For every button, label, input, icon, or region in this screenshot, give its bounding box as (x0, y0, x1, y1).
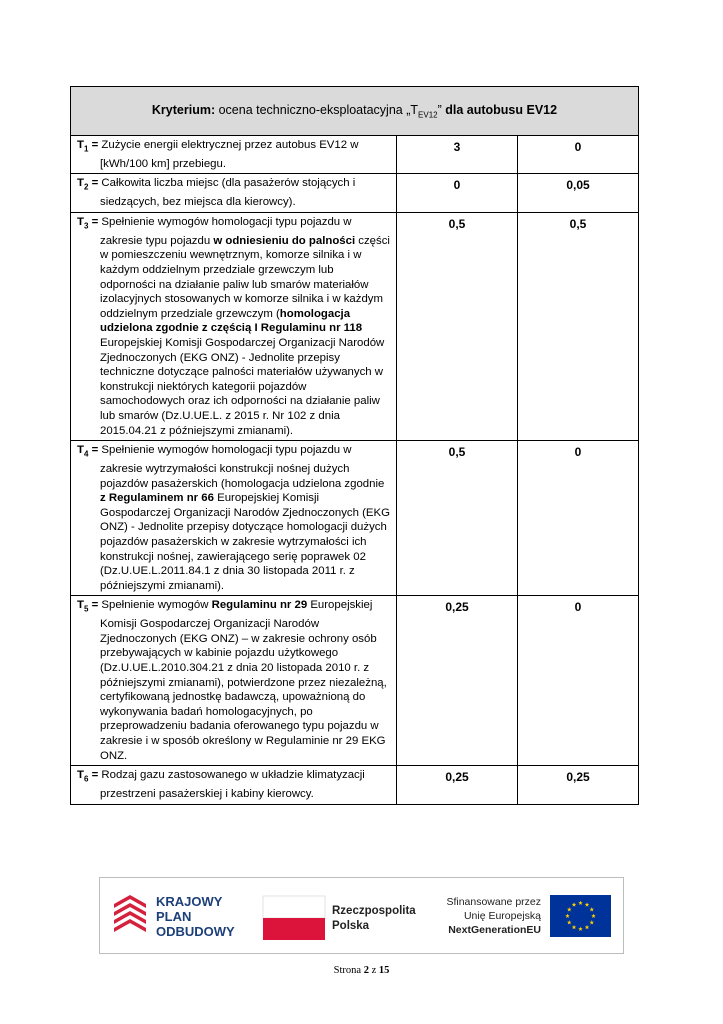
criterion-symbol: T (77, 599, 84, 612)
criterion-text (77, 768, 392, 801)
criterion-value-2: 0 (518, 136, 639, 174)
criterion-text (77, 443, 392, 593)
criterion-text (77, 598, 392, 763)
kpo-line-2: PLAN (156, 909, 192, 924)
criterion-equals: = (88, 444, 99, 457)
criterion-symbol: T (77, 215, 84, 228)
criterion-value-1: 0,25 (397, 596, 518, 766)
criterion-text (77, 215, 392, 438)
header-close-quote: ” (437, 102, 446, 117)
kpo-emblem-icon (114, 895, 146, 932)
criterion-text-segment: Europejskiej Komisji Gospodarczej Organizacji Narodów Zjednoczonych (EKG ONZ) – w zakresie ochrony osób przebywających w kabinie pojazdu użytkowego (Dz.U.UE.L.2010.304.21 z dnia 20 listopada 2010 r. z późniejszymi zmianami), potwierdzone przez niezależną, certyfikowaną jednostkę badawczą, upoważnioną do wykonywania badań homologacyjnych, po przeprowadzeniu badania oferowanego typu pojazdu w zakresie i w sposób określony w Regulaminie nr 29 EKG ONZ. (100, 599, 387, 762)
criterion-text-segment: części w pomieszczeniu wewnętrznym, komorze silnika i w każdym oddzielnym przedziale grzewczym lub odporności na działanie paliw lub smarów materiałów izolacyjnych stosowanych w komorze silnika i w każdym oddzielnym przedziale grzewczym ( (100, 234, 390, 320)
funding-logos (100, 878, 623, 953)
header-label: Kryterium (151, 102, 211, 117)
rp-line-2: Polska (332, 920, 370, 932)
criterion-value-2: 0,05 (518, 174, 639, 212)
table-header-row (71, 87, 639, 136)
criteria-row (71, 212, 639, 440)
criterion-description-cell (71, 766, 397, 804)
footer-prefix: Strona (333, 965, 364, 976)
criterion-value-2: 0,5 (518, 212, 639, 440)
criteria-row (71, 596, 639, 766)
eu-flag-icon (550, 895, 611, 937)
criterion-description-cell (71, 136, 397, 174)
criteria-row (71, 174, 639, 212)
criterion-text (77, 176, 392, 209)
footer-separator: z (368, 965, 379, 976)
criterion-value-1: 0,25 (397, 766, 518, 804)
criterion-equals: = (88, 769, 99, 782)
criterion-symbol: T (77, 444, 84, 457)
criterion-value-1: 0 (397, 174, 518, 212)
criterion-text-segment: Spełnienie wymogów homologacji typu pojazdu w zakresie wytrzymałości konstrukcji nośnej dużych pojazdów pasażerskich (homologacja udzielona zgodnie (98, 444, 385, 490)
criterion-description-cell (71, 174, 397, 212)
criterion-text-segment: Spełnienie wymogów homologacji typu pojazdu w zakresie typu pojazdu (98, 215, 352, 247)
eu-line-3: NextGenerationEU (448, 924, 541, 936)
criterion-symbol-subscript: 5 (83, 604, 89, 614)
rp-line-1: Rzeczpospolita (332, 905, 416, 917)
criteria-rows (71, 136, 639, 805)
criteria-row (71, 766, 639, 804)
criterion-symbol-subscript: 4 (83, 449, 89, 459)
criterion-equals: = (88, 599, 99, 612)
criterion-equals: = (88, 177, 99, 190)
criterion-symbol-subscript: 1 (83, 144, 89, 154)
criterion-description-cell (71, 596, 397, 766)
criterion-value-2: 0 (518, 596, 639, 766)
footer-page-number: 2 (363, 965, 369, 976)
table-header-cell (71, 87, 639, 136)
kpo-line-1: KRAJOWY (156, 894, 223, 909)
kpo-line-3: ODBUDOWY (156, 924, 235, 939)
eu-line-1: Sfinansowane przez (446, 896, 541, 908)
footer-page-total: 15 (378, 965, 390, 976)
criteria-row (71, 136, 639, 174)
criterion-value-1: 0,5 (397, 212, 518, 440)
criterion-symbol-subscript: 2 (83, 182, 89, 192)
criterion-symbol: T (77, 139, 84, 151)
criterion-text-segment: Zużycie energii elektrycznej przez autobus EV12 w [kWh/100 km] przebiegu. (98, 139, 359, 170)
criteria-row (71, 441, 639, 596)
criterion-symbol-subscript: 6 (83, 774, 89, 784)
criterion-equals: = (88, 139, 99, 151)
criterion-text-segment: Całkowita liczba miejsc (dla pasażerów stojących i siedzących, bez miejsca dla kierowcy). (98, 177, 356, 209)
header-subscript: EV12 (418, 110, 438, 120)
criterion-text-segment: Spełnienie wymogów (98, 599, 212, 612)
criterion-value-1: 3 (397, 136, 518, 174)
polish-flag-icon (263, 896, 325, 940)
flag-red-stripe (263, 918, 325, 940)
criterion-value-2: 0,25 (518, 766, 639, 804)
criterion-text-bold: homologacja udzielona zgodnie z częścią I Regulaminu nr 118 (100, 307, 363, 335)
criterion-symbol-subscript: 3 (83, 221, 89, 231)
criterion-text-segment: Europejskiej Komisji Gospodarczej Organizacji Narodów Zjednoczonych (EKG ONZ) - Jednolite przepisy techniczne dotyczące palności materiałów używanych w konstrukcji niektórych kategorii pojazdów samochodowych oraz ich odporności na działanie paliw lub smarów (Dz.U.UE.L. z 2015 r. Nr 102 z dnia 2015.04.21 z późniejszymi zmianami). (100, 336, 385, 437)
flag-white-stripe (263, 896, 325, 918)
header-bus-label: dla autobusu EV12 (445, 102, 558, 117)
criterion-value-1: 0,5 (397, 441, 518, 596)
criterion-equals: = (88, 215, 99, 228)
criterion-text-segment: Europejskiej Komisji Gospodarczej Organizacji Narodów Zjednoczonych (EKG ONZ) - Jednolite przepisy dotyczące homologacji dużych pojazdów pasażerskich w zakresie wytrzymałości ich konstrukcji nośnej, zawierającego serię poprawek 02 (Dz.U.UE.L.2011.84.1 z dnia 30 listopada 2011 r. z późniejszymi zmianami). (100, 492, 390, 592)
criterion-text-bold: w odniesieniu do palności (213, 234, 356, 247)
criterion-text (77, 138, 392, 171)
criterion-text-segment: Rodzaj gazu zastosowanego w układzie klimatyzacji przestrzeni pasażerskiej i kabiny kierowcy. (98, 769, 365, 801)
criterion-symbol: T (77, 769, 84, 782)
header-colon: : (210, 102, 216, 117)
header-desc: ocena techniczno-eksploatacyjna „T (215, 102, 419, 117)
page-footer (0, 965, 723, 976)
eu-line-2: Unię Europejską (463, 910, 541, 922)
criterion-description-cell (71, 212, 397, 440)
funding-logos-bar (99, 877, 624, 954)
criteria-table (70, 86, 639, 805)
criterion-description-cell (71, 441, 397, 596)
criterion-value-2: 0 (518, 441, 639, 596)
criterion-symbol: T (77, 177, 84, 190)
criterion-text-bold: z Regulaminem nr 66 (100, 492, 214, 505)
criterion-text-bold: Regulaminu nr 29 (211, 599, 308, 612)
